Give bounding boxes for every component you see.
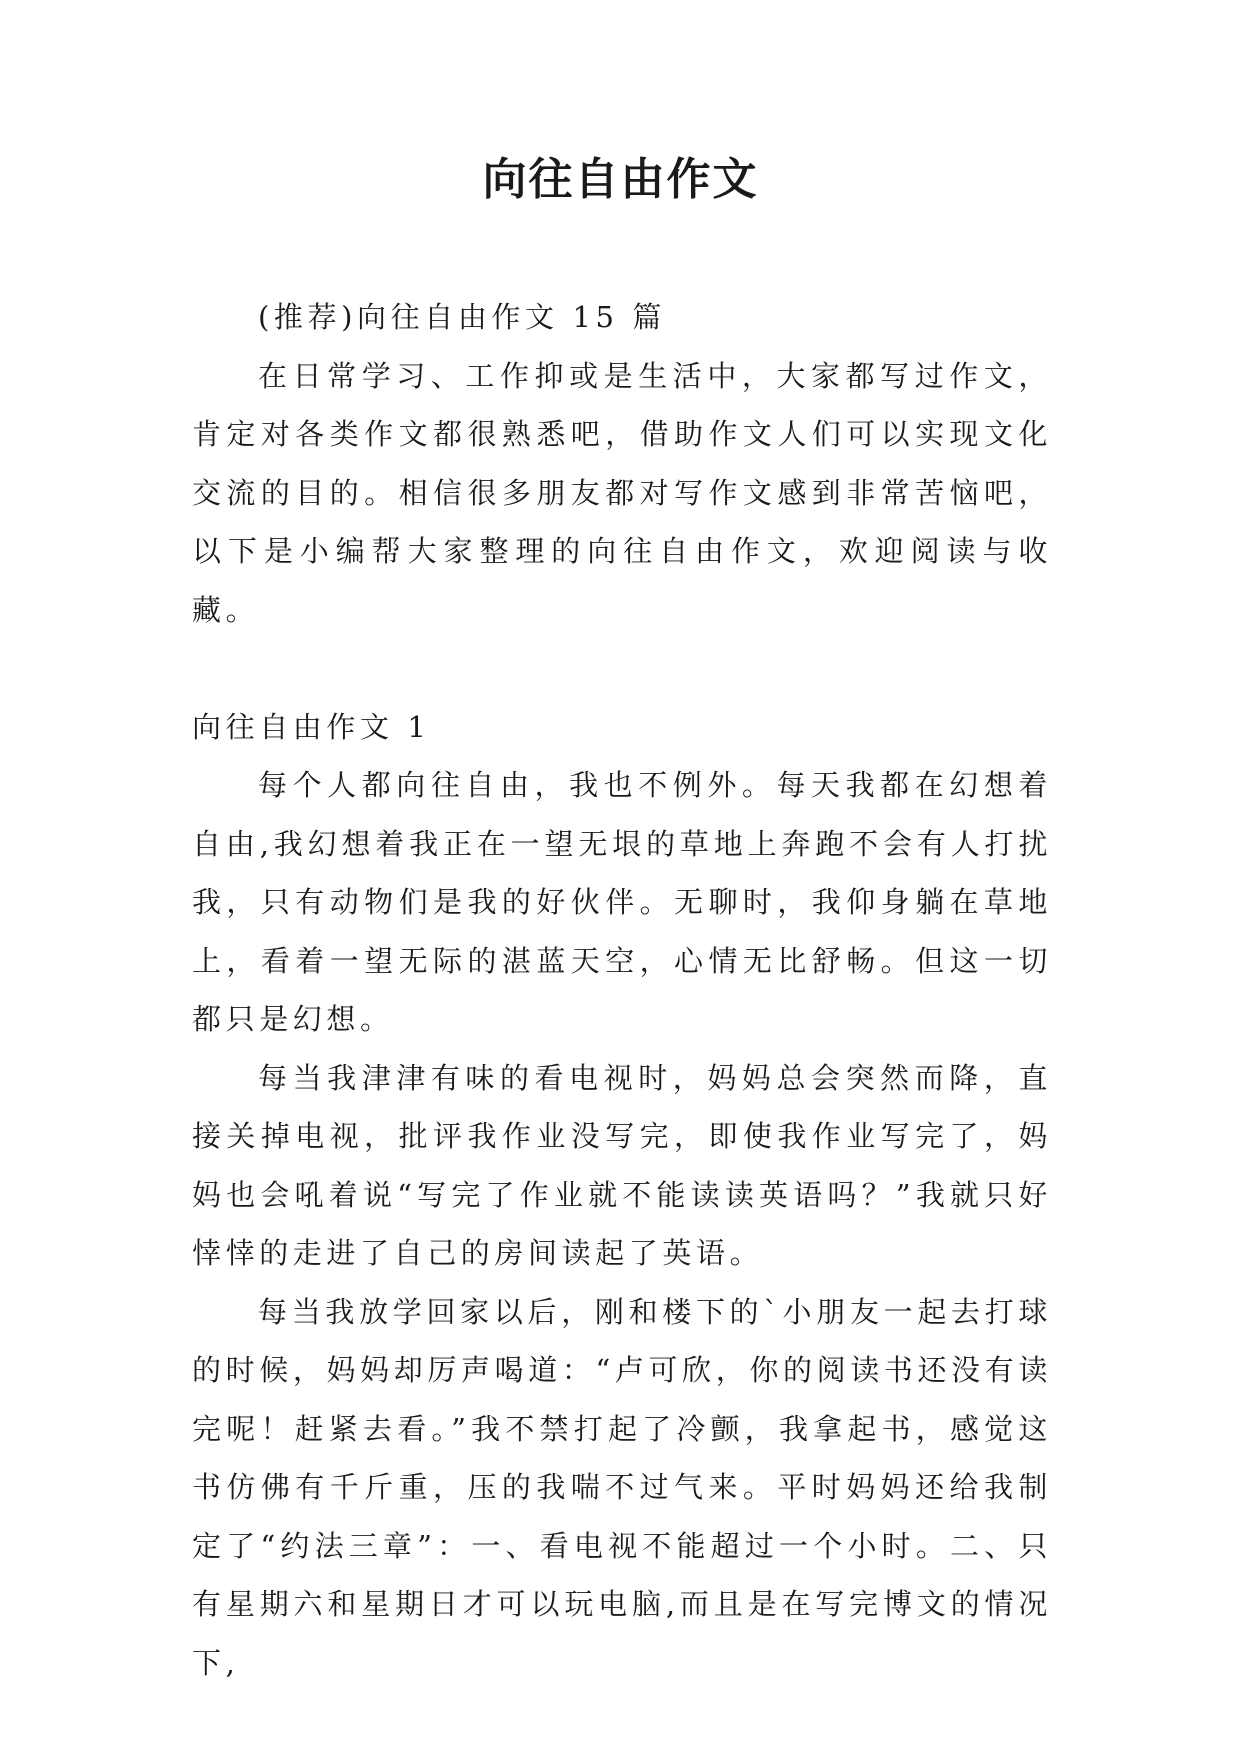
body-paragraph-1: 每个人都向往自由，我也不例外。每天我都在幻想着自由,我幻想着我正在一望无垠的草地上奔跑不会有人打扰我，只有动物们是我的好伙伴。无聊时，我仰身躺在草地上，看着一望无际的湛蓝天空，心情无比舒畅。但这一切都只是幻想。	[192, 768, 1052, 1036]
document-title: 向往自由作文	[482, 154, 759, 205]
section-heading: 向往自由作文 1	[192, 709, 431, 744]
subtitle-line: (推荐)向往自由作文 15 篇	[258, 300, 666, 334]
body-paragraph-2: 每当我津津有味的看电视时，妈妈总会突然而降，直接关掉电视，批评我作业没写完，即使我作业写完了，妈妈也会吼着说“写完了作业就不能读读英语吗？”我就只好悻悻的走进了自己的房间读起了英语。	[192, 1060, 1052, 1270]
blank-line	[192, 639, 1052, 698]
intro-paragraph: 在日常学习、工作抑或是生活中，大家都写过作文，肯定对各类作文都很熟悉吧，借助作文人们可以实现文化交流的目的。相信很多朋友都对写作文感到非常苦恼吧，以下是小编帮大家整理的向往自由作文，欢迎阅读与收藏。	[192, 358, 1052, 627]
body-paragraph-3: 每当我放学回家以后，刚和楼下的`小朋友一起去打球的时候，妈妈却厉声喝道：“卢可欣，你的阅读书还没有读完呢！赶紧去看。”我不禁打起了冷颤，我拿起书，感觉这书仿佛有千斤重，压的我喘不过气来。平时妈妈还给我制定了“约法三章”：一、看电视不能超过一个小时。二、只有星期六和星期日才可以玩电脑,而且是在写完博文的情况下,	[192, 1294, 1052, 1680]
document-body	[192, 288, 1052, 1692]
